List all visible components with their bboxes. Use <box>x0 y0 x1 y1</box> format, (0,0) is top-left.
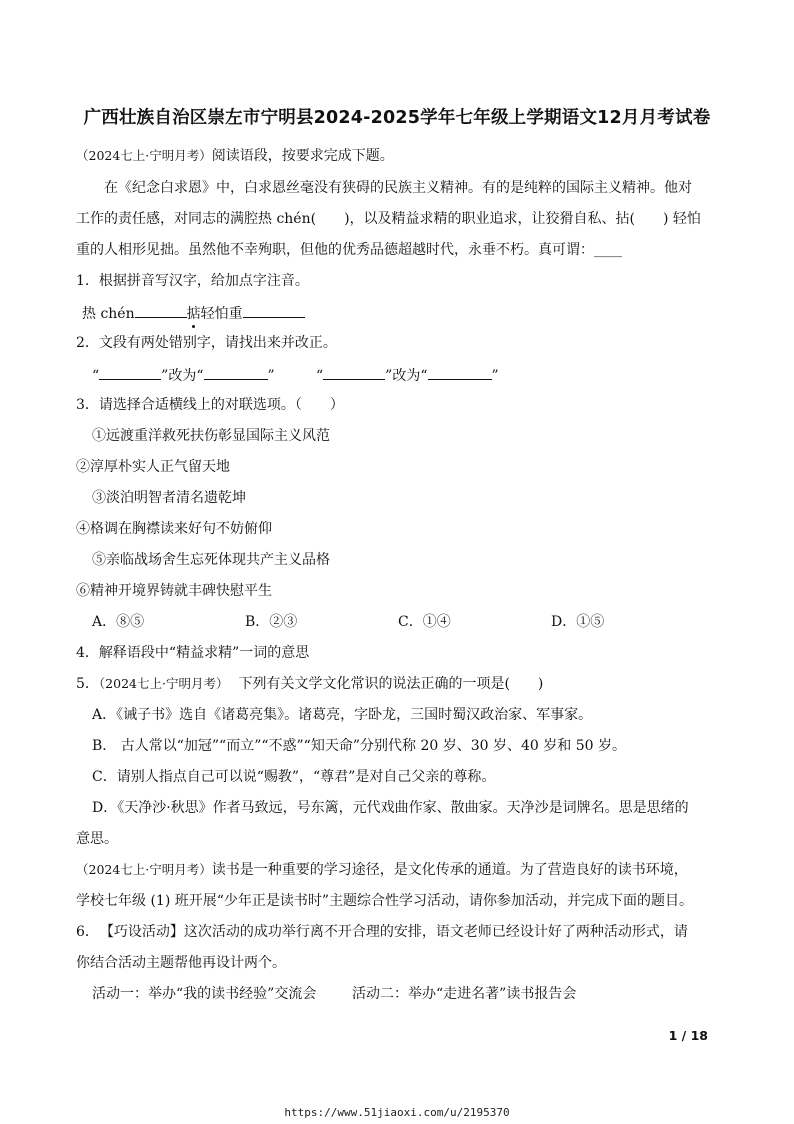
q4-stem: 4．解释语段中“精益求精”一词的意思 <box>76 645 310 661</box>
section2-text: 读书是一种重要的学习途径，是文化传承的通道。为了营造良好的读书环境， <box>211 862 688 878</box>
q2-right-2-blank[interactable] <box>428 365 492 380</box>
q3-couplet-item: ③淡泊明智者清名遗乾坤 <box>92 490 246 506</box>
q2-pair-2 <box>316 365 499 385</box>
q1-b-blank[interactable] <box>243 303 305 318</box>
passage-line-1: 在《纪念白求恩》中，白求恩丝毫没有狭碍的民族主义精神。有的是纯粹的国际主义精神。他对 <box>104 180 692 196</box>
intro-instruction: 阅读语段，按要求完成下题。 <box>211 148 394 164</box>
q1-a-blank[interactable] <box>135 303 187 318</box>
source-tag: （2024七上·宁明月考） <box>98 676 229 691</box>
intro-line <box>76 147 394 165</box>
q2-change-to: ”改为“ <box>385 368 428 384</box>
q5-option-d-cont: 意思。 <box>76 831 118 847</box>
section2-line-1 <box>76 861 688 879</box>
q3-couplet-item: ⑥精神开境界铸就丰碑快慰平生 <box>76 583 272 599</box>
passage-blank: ____ <box>594 242 622 258</box>
exam-title: 广西壮族自治区崇左市宁明县2024-2025学年七年级上学期语文12月月考试卷 <box>83 108 711 128</box>
q1-answer-line <box>82 303 305 323</box>
q5-option-a[interactable]: A．《诫子书》选自《诸葛亮集》。诸葛亮，字卧龙，三国时蜀汉政治家、军事家。 <box>92 707 593 723</box>
page-number: 1 / 18 <box>668 1028 708 1043</box>
q6-line-1 <box>76 923 688 941</box>
q3-option-c[interactable]: C．①④ <box>398 614 451 630</box>
q3-couplet-item: ②淳厚朴实人正气留天地 <box>76 459 230 475</box>
q3-option-a[interactable]: A．⑧⑤ <box>92 614 145 630</box>
q1-a-label: 热 chén <box>82 306 135 322</box>
q3-option-b[interactable]: B．②③ <box>245 614 298 630</box>
q1-stem: 1．根据拼音写汉字，给加点字注音。 <box>76 273 309 289</box>
q5-number: 5． <box>76 676 99 692</box>
q5-stem: 下列有关文学文化常识的说法正确的一项是( ) <box>238 676 544 692</box>
q2-change-to: ”改为“ <box>161 368 204 384</box>
q2-quote-close: ” <box>267 368 275 384</box>
q2-wrong-1-blank[interactable] <box>99 365 161 380</box>
q1-b-label: 轻怕重 <box>200 306 243 322</box>
q3-couplet-item: ①远渡重洋救死扶伤彰显国际主义风范 <box>92 428 330 444</box>
footer-url[interactable]: https://www.51jiaoxi.com/u/2195370 <box>284 1106 510 1119</box>
source-tag: （2024七上·宁明月考） <box>76 148 212 163</box>
q3-couplet-item: ④格调在胸襟读来好句不妨俯仰 <box>76 521 272 537</box>
passage-line-2: 工作的责任感，对同志的满腔热 chén( )，以及精益求精的职业追求，让狡猾自私、拈( ) 轻怕 <box>76 211 701 227</box>
q6-activity-1: 活动一：举办“我的读书经验”交流会 <box>92 986 317 1002</box>
q5-option-c[interactable]: C．请别人指点自己可以说“赐教”，“尊君”是对自己父亲的尊称。 <box>92 769 496 785</box>
source-tag: （2024七上·宁明月考） <box>76 862 212 877</box>
q5-option-b[interactable]: B． 古人常以“加冠”“而立”“不惑”“知天命”分别代称 20 岁、30 岁、40 岁和 50 岁。 <box>92 738 626 754</box>
q1-b-dotted-char: 掂 <box>186 306 201 322</box>
q6-text: 【巧设活动】这次活动的成功举行离不开合理的安排，语文老师已经设计好了两种活动形式，请 <box>106 924 688 940</box>
q2-right-1-blank[interactable] <box>204 365 268 380</box>
q5-option-d[interactable]: D．《天净沙·秋思》作者马致远，号东篱，元代戏曲作家、散曲家。天净沙是词牌名。思是思绪的 <box>92 800 689 816</box>
section2-line-2: 学校七年级 (1) 班开展“少年正是读书时”主题综合性学习活动，请你参加活动，并完成下面的题目。 <box>76 893 694 909</box>
q3-couplet-item: ⑤亲临战场舍生忘死体现共产主义品格 <box>92 552 330 568</box>
q3-option-d[interactable]: D．①⑤ <box>551 614 605 630</box>
q6-activity-2: 活动二：举办“走进名著”读书报告会 <box>352 986 577 1002</box>
q2-quote-open: “ <box>316 368 324 384</box>
q2-wrong-2-blank[interactable] <box>323 365 385 380</box>
q2-stem: 2．文段有两处错别字，请找出来并改正。 <box>76 335 337 351</box>
q5-stem-line <box>76 675 543 693</box>
q3-stem: 3．请选择合适横线上的对联选项。（ ） <box>76 397 344 413</box>
q6-number: 6． <box>76 924 99 940</box>
q2-quote-open: “ <box>92 368 100 384</box>
q2-quote-close: ” <box>491 368 499 384</box>
passage-line-3 <box>76 241 622 259</box>
q2-pair-1 <box>92 365 275 385</box>
q6-line-2: 你结合活动主题帮他再设计两个。 <box>76 955 286 971</box>
passage-line-3-text: 重的人相形见拙。虽然他不幸殉职，但他的优秀品德超越时代，永垂不朽。真可谓： <box>76 242 594 258</box>
